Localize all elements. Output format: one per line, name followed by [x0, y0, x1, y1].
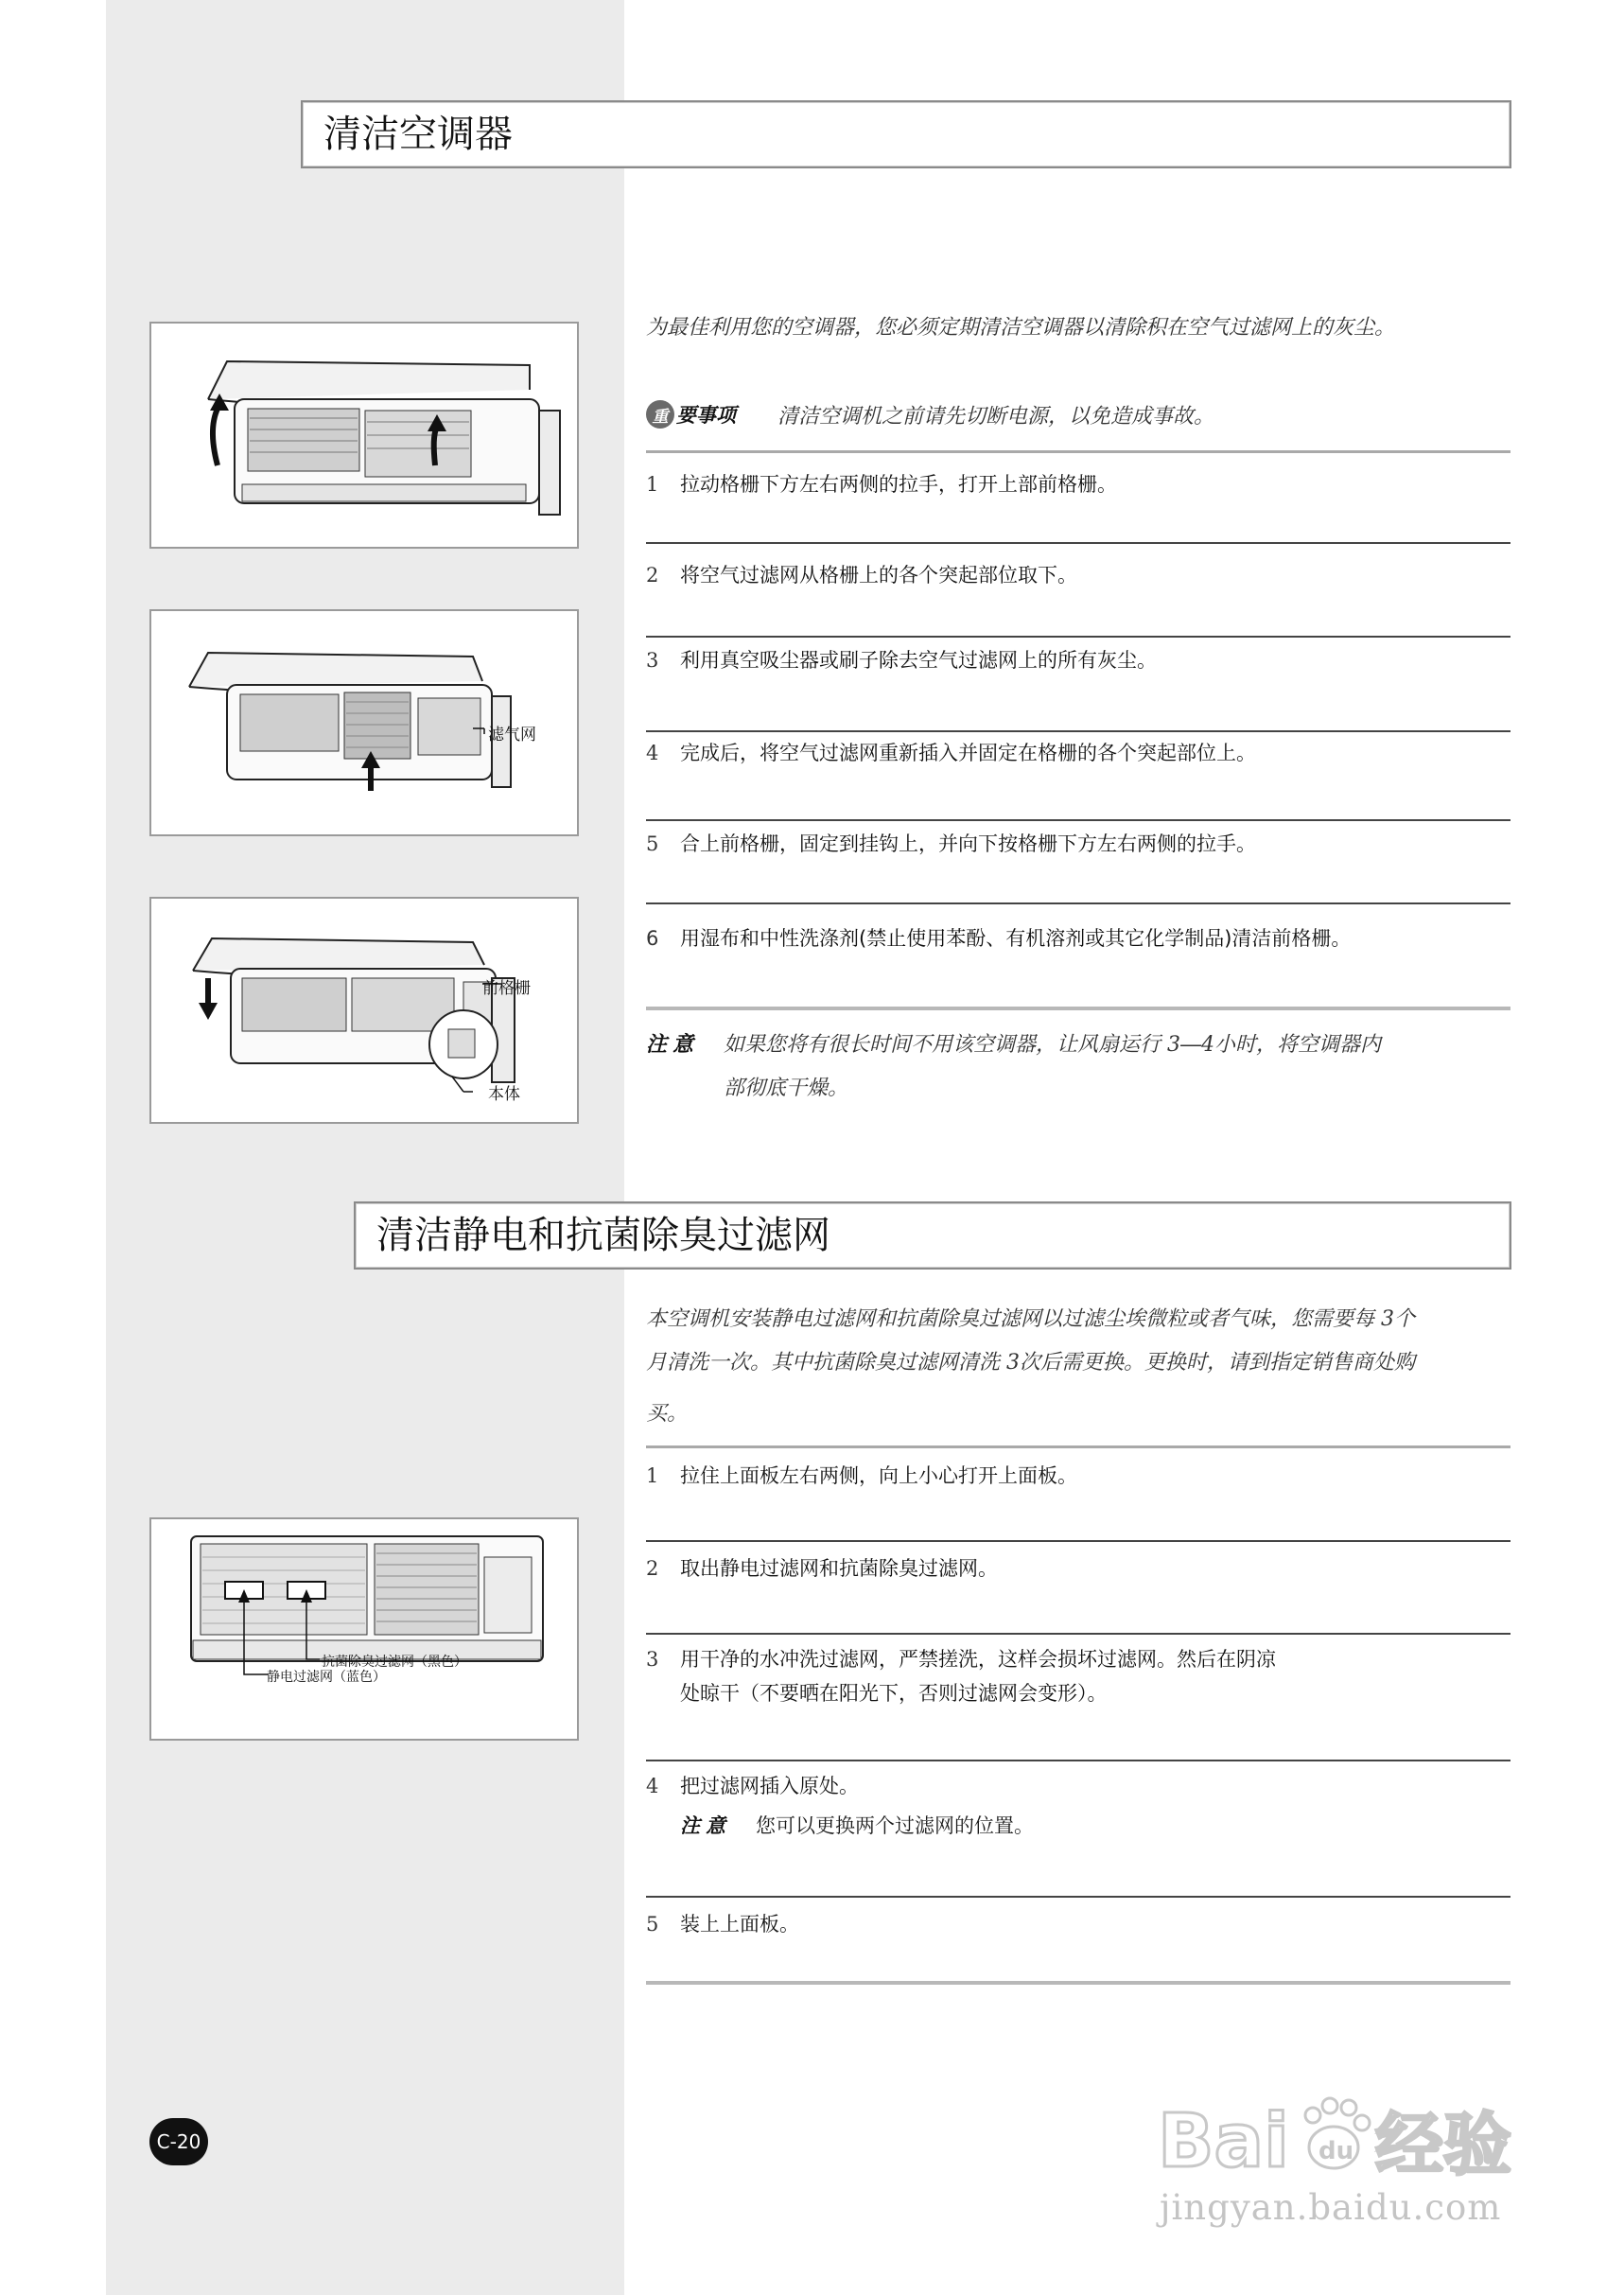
step-number: 3	[646, 649, 659, 672]
note-label: 注意	[680, 1814, 731, 1837]
important-label: 要事项	[676, 404, 736, 427]
divider	[646, 1760, 1510, 1761]
divider	[646, 1981, 1510, 1985]
divider	[646, 1633, 1510, 1635]
baidu-paw-icon	[1156, 2093, 1534, 2187]
step-item	[646, 1459, 1493, 1493]
step-number: 5	[646, 832, 659, 855]
step-text: 利用真空吸尘器或刷子除去空气过滤网上的所有灰尘。	[680, 649, 1157, 672]
step-text: 完成后，将空气过滤网重新插入并固定在格栅的各个突起部位上。	[680, 742, 1256, 764]
step-item	[646, 467, 1493, 501]
callout-filter: 滤气网	[488, 726, 536, 745]
step-number: 6	[646, 927, 659, 950]
step-number: 4	[646, 1775, 659, 1797]
divider	[646, 450, 1510, 453]
intro-line: 月清洗一次。其中抗菌除臭过滤网清洗 3次后需更换。更换时，请到指定销售商处购	[646, 1351, 1415, 1375]
callout-body: 本体	[488, 1085, 520, 1104]
section-title-clean-filters: 清洁静电和抗菌除臭过滤网	[354, 1201, 1511, 1270]
step-item	[646, 1551, 1493, 1585]
divider	[646, 1007, 1510, 1010]
divider	[646, 1896, 1510, 1898]
step-item	[646, 921, 1493, 955]
note-label: 注意	[646, 1033, 700, 1057]
step-number: 5	[646, 1913, 659, 1936]
step-number: 3	[646, 1648, 659, 1671]
important-text: 清洁空调机之前请先切断电源，以免造成事故。	[777, 404, 1215, 429]
subnote-text: 您可以更换两个过滤网的位置。	[756, 1814, 1034, 1837]
step-number: 2	[646, 1557, 659, 1580]
step-text	[680, 1642, 1493, 1710]
note-block	[646, 1024, 1461, 1111]
svg-text:Bai: Bai	[1158, 2099, 1289, 2184]
step-number: 1	[646, 1464, 659, 1487]
step-line: 用干净的水冲洗过滤网，严禁搓洗，这样会损坏过滤网。然后在阴凉	[680, 1648, 1276, 1671]
callout-deodorizing-filter: 抗菌除臭过滤网（黑色）	[322, 1655, 467, 1670]
important-notice	[646, 397, 1214, 431]
section1-intro: 为最佳利用您的空调器，您必须定期清洁空调器以清除积在空气过滤网上的灰尘。	[646, 316, 1396, 340]
baidu-watermark-logo	[1156, 2093, 1534, 2187]
section-title-clean-ac: 清洁空调器	[301, 100, 1511, 168]
divider	[646, 902, 1510, 904]
step-number: 1	[646, 473, 659, 496]
step-text: 拉动格栅下方左右两侧的拉手，打开上部前格栅。	[680, 473, 1117, 496]
figure-close-grille	[149, 897, 579, 1124]
section2-intro	[646, 1298, 1516, 1385]
callout-front-grille: 前格栅	[482, 979, 531, 998]
ac-filters-illustration	[151, 1519, 581, 1743]
svg-text:经验: 经验	[1375, 2105, 1512, 2184]
step-text: 用湿布和中性洗涤剂(禁止使用苯酚、有机溶剂或其它化学制品)清洁前格栅。	[680, 927, 1352, 950]
step-text: 装上上面板。	[680, 1913, 799, 1936]
divider	[646, 819, 1510, 821]
intro-line: 本空调机安装静电过滤网和抗菌除臭过滤网以过滤尘埃微粒或者气味，您需要每 3个	[646, 1307, 1415, 1331]
step-item	[646, 643, 1493, 677]
step-text: 把过滤网插入原处。	[680, 1775, 859, 1797]
page-number-badge: C-20	[149, 2118, 208, 2165]
step-text: 将空气过滤网从格栅上的各个突起部位取下。	[680, 564, 1077, 587]
step-number: 2	[646, 564, 659, 587]
subnote	[680, 1809, 1034, 1843]
step-number: 4	[646, 742, 659, 764]
step-item	[646, 1769, 1493, 1803]
divider	[646, 542, 1510, 544]
figure-open-grille	[149, 322, 579, 549]
note-text	[724, 1024, 1461, 1111]
divider	[646, 636, 1510, 638]
step-item	[646, 827, 1493, 861]
callout-electrostatic-filter: 静电过滤网（蓝色）	[267, 1670, 386, 1685]
divider	[646, 1540, 1510, 1542]
step-text: 合上前格栅，固定到挂钩上，并向下按格栅下方左右两侧的拉手。	[680, 832, 1256, 855]
step-text: 拉住上面板左右两侧，向上小心打开上面板。	[680, 1464, 1077, 1487]
watermark-url: jingyan.baidu.com	[1160, 2187, 1502, 2228]
step-item	[646, 558, 1493, 592]
figure-remove-filter	[149, 609, 579, 836]
step-item	[646, 1642, 1493, 1710]
figure-filters	[149, 1517, 579, 1741]
step-item	[646, 736, 1493, 770]
section2-intro-end: 买。	[646, 1402, 689, 1426]
svg-text:du: du	[1318, 2137, 1354, 2165]
divider	[646, 730, 1510, 732]
ac-unit-illustration	[151, 324, 581, 551]
important-badge: 重	[646, 400, 674, 429]
step-item	[646, 1907, 1493, 1941]
divider	[646, 1445, 1510, 1448]
step-line: 处晾干（不要晒在阳光下，否则过滤网会变形）。	[680, 1682, 1108, 1705]
note-line: 部彻底干燥。	[724, 1077, 849, 1100]
step-text: 取出静电过滤网和抗菌除臭过滤网。	[680, 1557, 998, 1580]
note-line: 如果您将有很长时间不用该空调器，让风扇运行 3―4小时，将空调器内	[724, 1033, 1381, 1057]
